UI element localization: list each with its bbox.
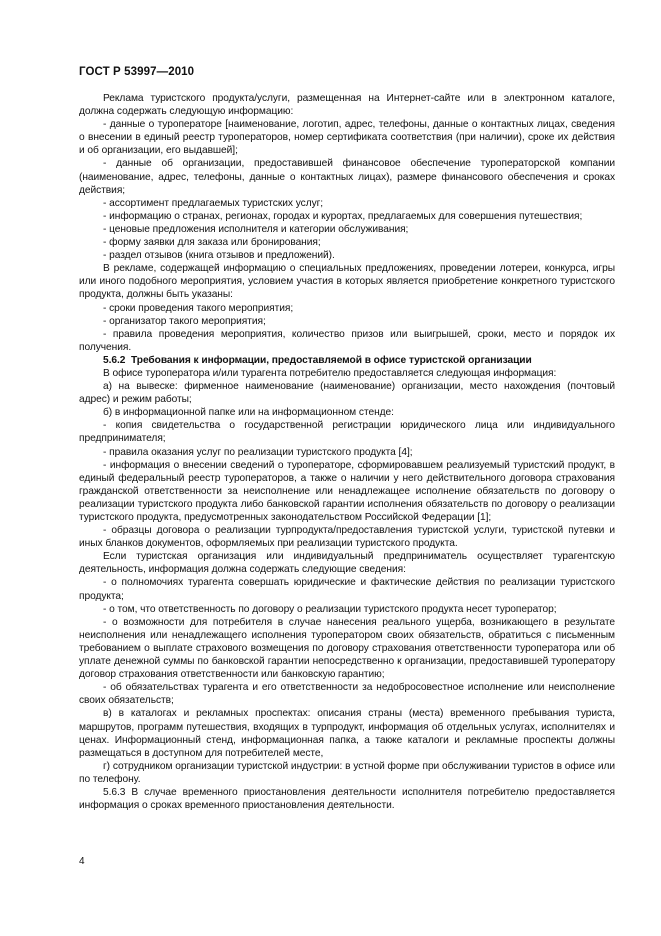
list-item: - информацию о странах, регионах, городах и курортах, предлагаемых для совершения путешествия; bbox=[103, 210, 583, 222]
list-item: - информация о внесении сведений о туроператоре, сформировавшем реализуемый туристский продукт, в единый федеральный реестр туроператоров, а также о наличии у него действительного договора страхования гражданской ответственности за неисполнение или ненадлежащее исполнение обязательств по договору о реализации туристского продукта либо банковской гарантии исполнения обязательств по договору о реализации туристского продукта, предусмотренных законодательством Российской Федерации [1]; bbox=[79, 459, 615, 523]
paragraph: Если туристская организация или индивидуальный предприниматель осуществляет турагентскую деятельность, информация должна содержать следующие сведения: bbox=[79, 551, 615, 576]
list-item: - правила проведения мероприятия, количество призов или выигрышей, сроки, место и порядок их получения. bbox=[79, 328, 615, 353]
list-item: - образцы договора о реализации турпродукта/предоставления туристской услуги, туристской путевки и иных бланков документов, оформляемых при реализации туристского продукта. bbox=[79, 525, 615, 550]
list-item: - копия свидетельства о государственной регистрации юридического лица или индивидуального предпринимателя; bbox=[79, 420, 615, 445]
list-item: - раздел отзывов (книга отзывов и предложений). bbox=[103, 250, 335, 262]
page-number: 4 bbox=[79, 856, 85, 867]
document-body bbox=[79, 92, 615, 812]
list-item: - об обязательствах турагента и его ответственности за недобросовестное исполнение или неисполнение своих обязательств; bbox=[79, 682, 615, 707]
list-item: - данные о туроператоре [наименование, логотип, адрес, телефоны, данные о контактных лицах, сведения о внесении в единый реестр туроператоров, номер сертификата соответствия (при наличии), сроке их действия и об организации, его выдавшей]; bbox=[79, 119, 615, 157]
list-item: - правила оказания услуг по реализации туристского продукта [4]; bbox=[103, 446, 413, 458]
section-number: 5.6.2 bbox=[103, 354, 126, 366]
list-item: б) в информационной папке или на информационном стенде: bbox=[103, 407, 394, 419]
list-item: - о возможности для потребителя в случае нанесения реального ущерба, возникающего в результате неисполнения или ненадлежащего исполнения туроператором своих обязательств, обратиться с письменным требованием о выплате страхового возмещения по договору страхования ответственности туроператора или об уплате денежной суммы по банковской гарантии непосредственно к организации, предоставившей туроператору договор страхования ответственности или банковскую гарантию; bbox=[79, 616, 615, 681]
paragraph: В офисе туроператора и/или турагента потребителю предоставляется следующая информация: bbox=[103, 367, 557, 379]
list-item: г) сотрудником организации туристской индустрии: в устной форме при обслуживании туристов в офисе или по телефону. bbox=[79, 760, 615, 785]
list-item: а) на вывеске: фирменное наименование (наименование) организации, место нахождения (почтовый адрес) и режим работы; bbox=[79, 381, 615, 406]
list-item: - ассортимент предлагаемых туристских услуг; bbox=[103, 197, 324, 209]
list-item: - сроки проведения такого мероприятия; bbox=[103, 302, 294, 314]
list-item: - о полномочиях турагента совершать юридические и фактические действия по реализации туристского продукта; bbox=[79, 577, 615, 602]
list-item: в) в каталогах и рекламных проспектах: описания страны (места) временного пребывания туриста, маршрутов, программ путешествия, входящих в турпродукт, информация об отдельных услугах, исполнителях и ценах. Информационный стенд, информационная папка, а также каталоги и рекламные проспекты должны размещаться в доступном для потребителей месте, bbox=[79, 708, 615, 759]
list-item: - форму заявки для заказа или бронирования; bbox=[103, 237, 321, 249]
section-heading bbox=[79, 354, 615, 367]
paragraph: 5.6.3 В случае временного приостановления деятельности исполнителя потребителю предоставляется информация о сроках временного приостановления деятельности. bbox=[79, 786, 615, 812]
document-header: ГОСТ Р 53997—2010 bbox=[79, 66, 195, 78]
list-item: - ценовые предложения исполнителя и категории обслуживания; bbox=[103, 223, 409, 235]
paragraph: Реклама туристского продукта/услуги, размещенная на Интернет-сайте или в электронном каталоге, должна содержать следующую информацию: bbox=[79, 93, 615, 118]
paragraph: В рекламе, содержащей информацию о специальных предложениях, проведении лотереи, конкурса, игры или иного подобного мероприятия, условием участия в которых является приобретение конкретного туристского продукта, должны быть указаны: bbox=[79, 263, 615, 301]
list-item: - организатор такого мероприятия; bbox=[103, 315, 266, 327]
list-item: - о том, что ответственность по договору о реализации туристского продукта несет туроператор; bbox=[103, 603, 557, 615]
section-title: Требования к информации, предоставляемой в офисе туристской организации bbox=[130, 354, 532, 366]
list-item: - данные об организации, предоставившей финансовое обеспечение туроператорской компании (наименование, адрес, телефоны, данные о контактных лицах), размере финансового обеспечения и сроках действия; bbox=[79, 158, 615, 196]
